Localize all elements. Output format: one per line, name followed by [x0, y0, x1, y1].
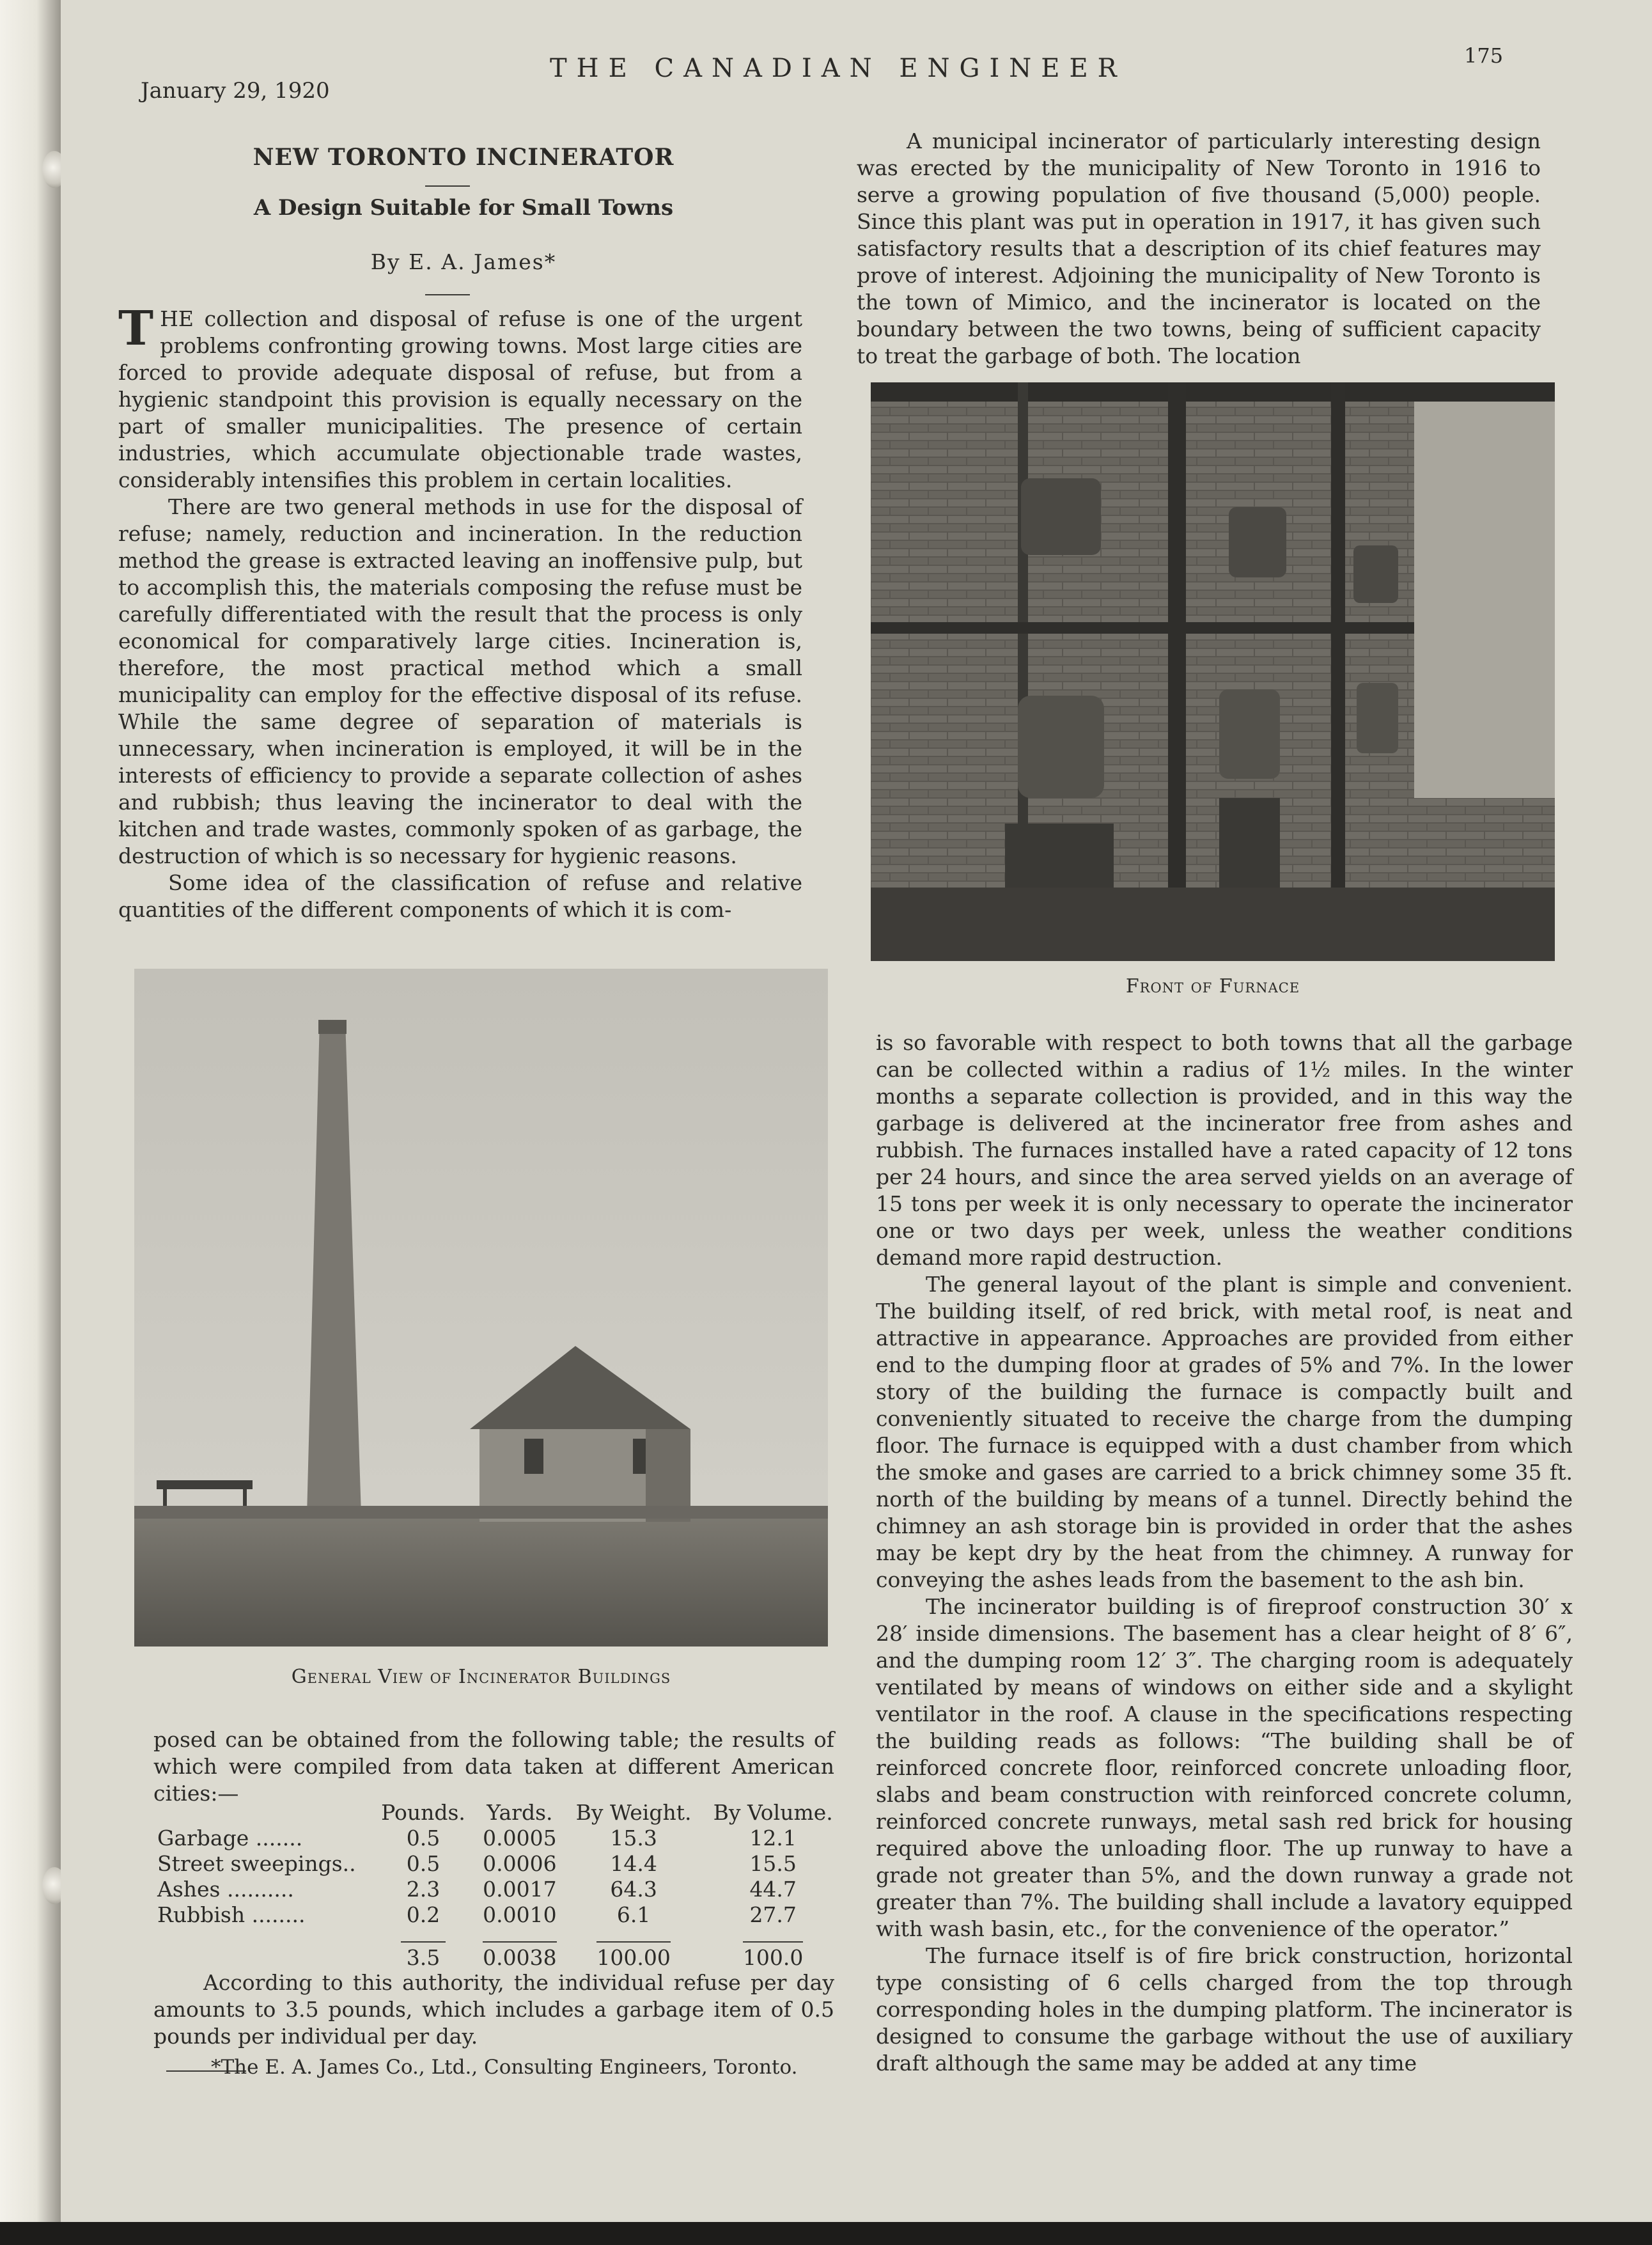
refuse-composition-table: [153, 1800, 844, 1970]
table-cell: 0.0005: [483, 1825, 557, 1850]
table-cell: 0.0017: [483, 1876, 557, 1902]
binding-strip: [0, 0, 61, 2245]
methods-paragraph: There are two general methods in use for the disposal of refuse; namely, reduction and incineration. In the reduction method the grease is extracted leaving an inoffensive pulp, but to accomplish this, the materials composing the refuse must be carefully differentiated with the result that the process is only economical for comparatively large cities. Incineration is, therefore, the most practical method which a small municipality can employ for the effective disposal of its refuse. While the same degree of separation of materials is unnecessary, when incineration is employed, it will be in the interests of efficiency to provide a separate collection of ashes and rubbish; thus leaving the incinerator to deal with the kitchen and trade wastes, commonly spoken of as garbage, the destruction of which is so necessary for hygienic reasons.: [118, 494, 802, 868]
furnace-paragraph: The furnace itself is of fire brick construction, horizontal type consisting of 6 cells charged from the top through corresponding holes in the dumping platform. The incinerator is designed to consume the garbage without the use of auxiliary draft although the same may be added at any time: [876, 1943, 1573, 2076]
table-row: [153, 1850, 844, 1876]
table-cell: 64.3: [610, 1876, 657, 1902]
table-header: By Weight.: [575, 1800, 692, 1825]
table-cell: Ashes ..........: [157, 1876, 294, 1902]
total-cell: [702, 1927, 844, 1970]
table-intro-paragraph: posed can be obtained from the following table; the results of which were compiled from data taken at different American cities:—: [153, 1727, 834, 1806]
table-totals-row: [153, 1927, 844, 1970]
table-cell: 14.4: [610, 1850, 657, 1876]
table-cell: 2.3: [406, 1876, 440, 1902]
table-cell: Street sweepings..: [157, 1850, 356, 1876]
drop-cap: T: [118, 301, 154, 356]
table-cell: 12.1: [749, 1825, 797, 1850]
journal-title: THE CANADIAN ENGINEER: [550, 54, 1126, 83]
per-capita-paragraph: According to this authority, the individual refuse per day amounts to 3.5 pounds, which includes a garbage item of 0.5 pounds per individual per day.: [153, 1970, 834, 2049]
table-row: [153, 1825, 844, 1850]
table-cell: 0.2: [406, 1902, 440, 1927]
table-cell: 27.7: [749, 1902, 797, 1927]
article-title: NEW TORONTO INCINERATOR: [253, 144, 674, 171]
furnace-front-photo: [871, 382, 1555, 961]
building-paragraph: The incinerator building is of fireproof construction 30′ x 28′ inside dimensions. The basement has a clear height of 8′ 6″, and the dumping room 12′ 3″. The charging room is adequately ventilated by means of windows on either side and a skylight ventilator in the roof. A clause in the specifications respecting the building reads as follows: “The building shall be of reinforced concrete floor, reinforced concrete unloading floor, slabs and beam construction with reinforced concrete column, reinforced concrete runways, metal sash red brick for housing required above the unloading floor. The up runway to have a grade not greater than 5%, and the down runway a grade not greater than 7%. The building shall include a lavatory equipped with wash basin, etc., for the convenience of the operator.”: [876, 1594, 1573, 1941]
table-cell: Rubbish ........: [157, 1902, 306, 1927]
layout-paragraph: The general layout of the plant is simple and convenient. The building itself, of red brick, with metal roof, is neat and attractive in appearance. Approaches are provided from either end to the dumping floor at grades of 5% and 7%. In the lower story of the building the furnace is compactly built and conveniently situated to receive the charge from the dumping floor. The furnace is equipped with a dust chamber from which the smoke and gases are carried to a brick chimney some 35 ft. north of the building by means of a tunnel. Directly behind the chimney an ash storage bin is provided in order that the ashes may be kept dry by the heat from the chimney. A runway for conveying the ashes leads from the basement to the ash bin.: [876, 1272, 1573, 1592]
total-cell: [372, 1927, 474, 1970]
table-cell: 0.0006: [483, 1850, 557, 1876]
right-intro-paragraph: A municipal incinerator of particularly interesting design was erected by the municipality of New Toronto in 1916 to serve a growing population of five thousand (5,000) people. Since this plant was put in operation in 1917, it has given such satisfactory results that a description of its chief features may prove of interest. Adjoining the municipality of New Toronto is the town of Mimico, and the incinerator is located on the boundary between the two towns, being of sufficient capacity to treat the garbage of both. The location: [857, 129, 1541, 368]
incinerator-buildings-photo: [134, 969, 828, 1647]
byline-rule: [425, 294, 470, 295]
buildings-photo-caption: General View of Incinerator Buildings: [291, 1666, 671, 1688]
total-value: 0.0038: [483, 1941, 556, 1970]
scan-bottom-edge: [0, 2222, 1652, 2245]
classification-paragraph: Some idea of the classification of refuse and relative quantities of the different components of which it is com-: [118, 870, 802, 922]
total-value: 100.0: [743, 1941, 803, 1970]
table-row: [153, 1902, 844, 1927]
location-paragraph: is so favorable with respect to both towns that all the garbage can be collected within a radius of 1½ miles. In the winter months a separate collection is provided, and in this way the garbage is delivered at the incinerator free from ashes and rubbish. The furnaces installed have a rated capacity of 12 tons per 24 hours, and since the area served yields on an average of 15 tons per week it is only necessary to operate the incinerator one or two days per week, unless the weather conditions demand more rapid destruction.: [876, 1030, 1573, 1270]
footnote: *The E. A. James Co., Ltd., Consulting Engineers, Toronto.: [211, 2056, 798, 2079]
table-intro: [153, 1726, 834, 1807]
table-cell: 0.0010: [483, 1902, 557, 1927]
furnace-photo-caption: Front of Furnace: [1125, 975, 1300, 997]
page-number: 175: [1464, 43, 1504, 68]
table-cell: 15.5: [749, 1850, 797, 1876]
table-header-row: [153, 1800, 844, 1825]
right-column-body: [876, 1029, 1573, 2077]
table-cell: [153, 1927, 372, 1970]
table-header: By Volume.: [713, 1800, 833, 1825]
total-cell: [565, 1927, 703, 1970]
table-header: Pounds.: [381, 1800, 465, 1825]
table-cell: 0.5: [406, 1825, 440, 1850]
right-column-intro: [857, 128, 1541, 370]
total-cell: [474, 1927, 565, 1970]
issue-date: January 29, 1920: [141, 78, 330, 104]
table-cell: 6.1: [616, 1902, 651, 1927]
intro-paragraph: [118, 301, 802, 494]
left-column-intro: [118, 301, 802, 923]
title-rule: [425, 185, 470, 187]
table-header: Yards.: [487, 1800, 553, 1825]
total-value: 100.00: [596, 1941, 670, 1970]
article-subtitle: A Design Suitable for Small Towns: [253, 195, 674, 221]
table-cell: 44.7: [749, 1876, 797, 1902]
intro-text: HE collection and disposal of refuse is one of the urgent problems confronting growing towns. Most large cities are forced to provide adequate disposal of refuse, but from a hygienic standpoint this provision is equally necessary on the part of smaller municipalities. The presence of certain industries, which accumulate objectionable trade wastes, considerably intensifies this problem in certain localities.: [118, 306, 802, 492]
article-byline: By E. A. James*: [370, 249, 557, 274]
table-row: [153, 1876, 844, 1902]
table-cell: 0.5: [406, 1850, 440, 1876]
table-cell: 15.3: [610, 1825, 657, 1850]
per-capita-section: [153, 1969, 834, 2050]
table-cell: Garbage .......: [157, 1825, 303, 1850]
table-header: [153, 1800, 372, 1825]
total-value: 3.5: [401, 1941, 446, 1970]
